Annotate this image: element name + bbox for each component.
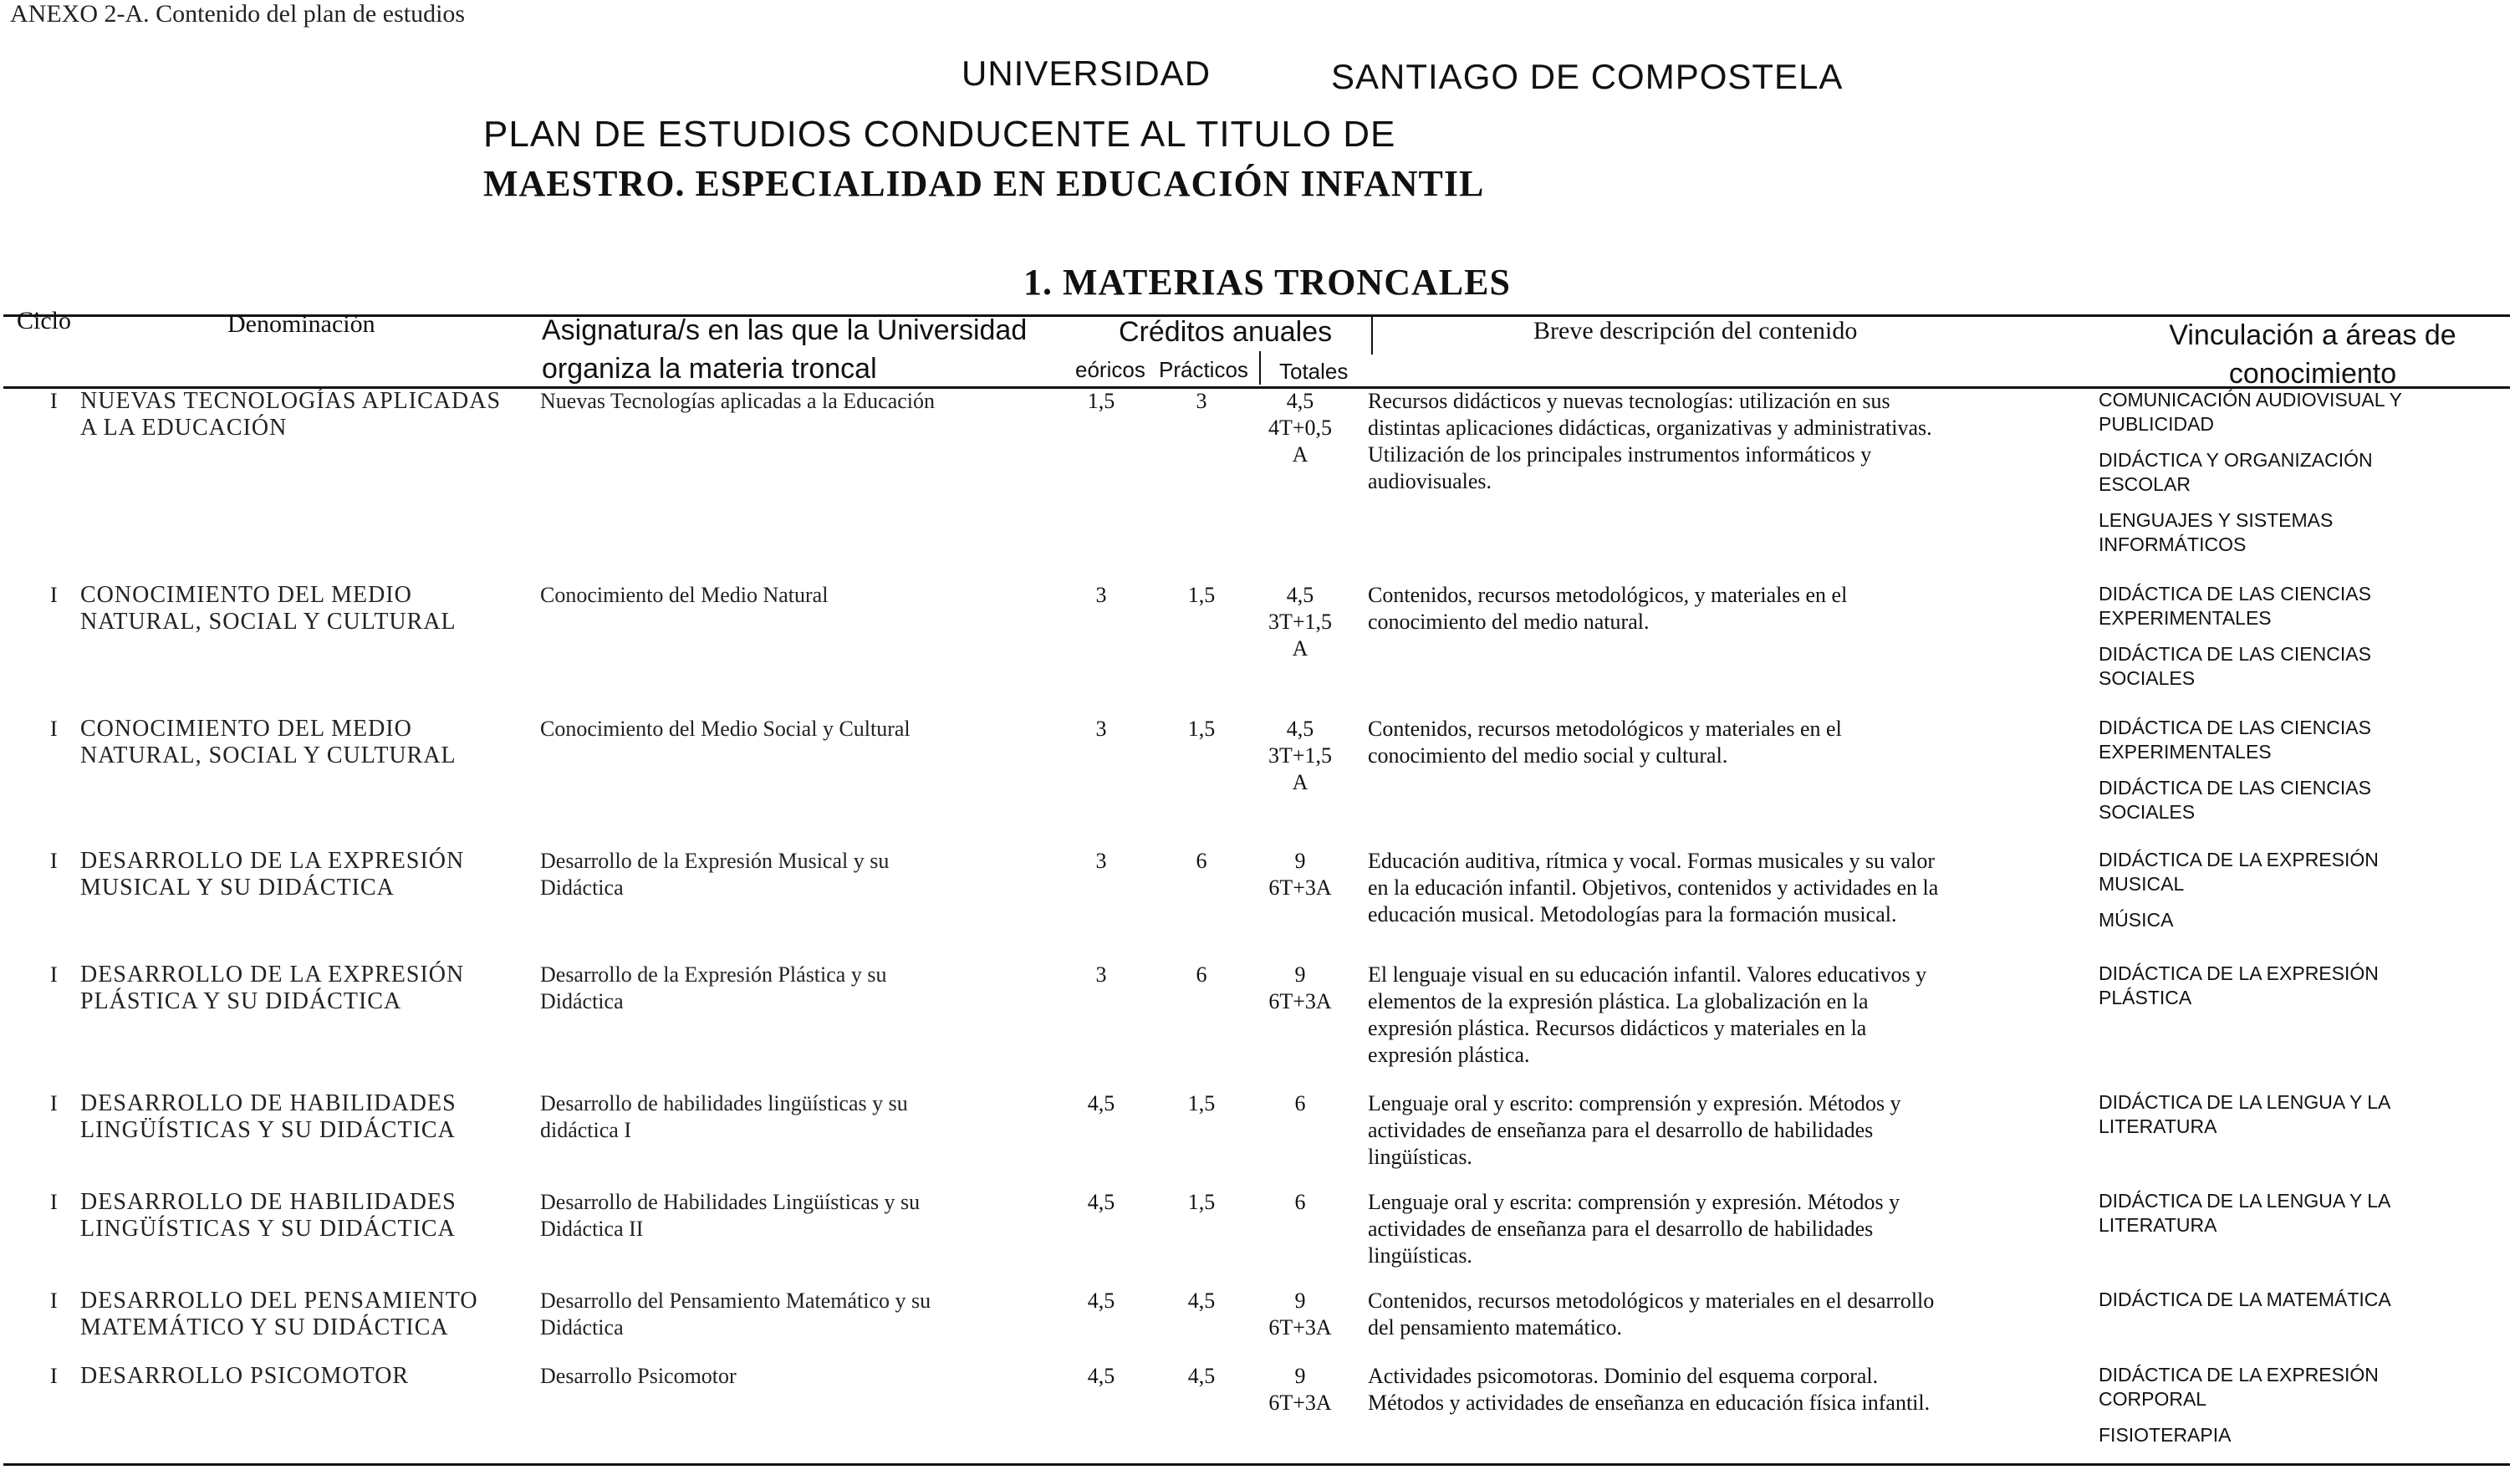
row-creditos-teoricos: 3 xyxy=(1095,849,1107,873)
row-asignatura: Desarrollo Psicomotor xyxy=(540,1364,737,1388)
knowledge-area: DIDÁCTICA DE LA EXPRESIÓN MUSICAL xyxy=(2099,849,2379,895)
row-creditos-teoricos: 3 xyxy=(1095,583,1107,607)
row-denominacion: DESARROLLO DE HABILIDADES LINGÜÍSTICAS Y SU DIDÁCTICA xyxy=(80,1090,457,1143)
knowledge-area: DIDÁCTICA DE LAS CIENCIAS EXPERIMENTALES xyxy=(2099,717,2371,763)
row-creditos-teoricos: 3 xyxy=(1095,962,1107,987)
row-creditos-teoricos: 4,5 xyxy=(1087,1289,1115,1313)
annex-title: ANEXO 2-A. Contenido del plan de estudios xyxy=(10,0,466,28)
knowledge-area: DIDÁCTICA DE LAS CIENCIAS EXPERIMENTALES xyxy=(2099,583,2371,629)
row-creditos-practicos: 1,5 xyxy=(1187,583,1216,607)
row-descripcion: Contenidos, recursos metodológicos y materiales en el desarrollo del pensamiento matemático. xyxy=(1368,1289,1935,1340)
row-creditos-practicos: 1,5 xyxy=(1187,1091,1216,1115)
knowledge-area: DIDÁCTICA DE LAS CIENCIAS SOCIALES xyxy=(2099,777,2371,823)
row-asignatura: Desarrollo de la Expresión Plástica y su Didáctica xyxy=(540,962,887,1013)
row-ciclo: I xyxy=(50,962,58,987)
row-descripcion: Contenidos, recursos metodológicos, y materiales en el conocimiento del medio natural. xyxy=(1368,583,1848,634)
row-ciclo: I xyxy=(50,1190,58,1214)
knowledge-area: DIDÁCTICA DE LA MATEMÁTICA xyxy=(2099,1289,2391,1310)
row-creditos-totales: 9 6T+3A xyxy=(1268,1364,1332,1415)
header-vinculacion: Vinculación a áreas de conocimiento xyxy=(2169,319,2456,390)
row-creditos-totales: 4,5 3T+1,5 A xyxy=(1268,583,1333,661)
row-vinculacion-areas xyxy=(2099,716,2500,836)
knowledge-area: DIDÁCTICA DE LA LENGUA Y LA LITERATURA xyxy=(2099,1190,2391,1236)
row-creditos-practicos: 1,5 xyxy=(1187,717,1216,741)
row-vinculacion-areas xyxy=(2099,582,2500,702)
row-asignatura: Desarrollo de Habilidades Lingüísticas y su Didáctica II xyxy=(540,1190,921,1241)
row-creditos-practicos: 6 xyxy=(1196,849,1207,873)
knowledge-area: DIDÁCTICA DE LA LENGUA Y LA LITERATURA xyxy=(2099,1091,2391,1137)
row-creditos-teoricos: 3 xyxy=(1095,717,1107,741)
table-bottom-rule xyxy=(3,1463,2510,1466)
header-practicos: Prácticos xyxy=(1159,357,1248,382)
row-vinculacion-areas xyxy=(2099,1189,2500,1249)
knowledge-area: COMUNICACIÓN AUDIOVISUAL Y PUBLICIDAD xyxy=(2099,389,2402,435)
row-creditos-practicos: 4,5 xyxy=(1187,1364,1216,1388)
row-vinculacion-areas xyxy=(2099,1288,2500,1324)
row-asignatura: Conocimiento del Medio Natural xyxy=(540,583,829,607)
row-denominacion: DESARROLLO DE LA EXPRESIÓN MUSICAL Y SU DIDÁCTICA xyxy=(80,848,465,901)
row-creditos-teoricos: 4,5 xyxy=(1087,1364,1115,1388)
row-creditos-totales: 6 xyxy=(1294,1190,1306,1214)
header-descripcion: Breve descripción del contenido xyxy=(1533,317,1858,344)
row-descripcion: Recursos didácticos y nuevas tecnologías: utilización en sus distintas aplicaciones didácticas, organizativas y administrativas. Utilización de los principales instrumentos informáticos y audiovisuales. xyxy=(1368,389,1932,493)
row-creditos-totales: 9 6T+3A xyxy=(1268,1289,1332,1340)
row-ciclo: I xyxy=(50,1091,58,1115)
row-descripcion: Lenguaje oral y escrito: comprensión y expresión. Métodos y actividades de enseñanza para el desarrollo de habilidades lingüísticas. xyxy=(1368,1091,1901,1169)
row-descripcion: Actividades psicomotoras. Dominio del esquema corporal. Métodos y actividades de enseñanza en educación física infantil. xyxy=(1368,1364,1931,1415)
knowledge-area: DIDÁCTICA DE LA EXPRESIÓN CORPORAL xyxy=(2099,1364,2379,1410)
header-denominacion: Denominación xyxy=(227,310,375,338)
row-asignatura: Desarrollo de la Expresión Musical y su Didáctica xyxy=(540,849,890,900)
row-denominacion: DESARROLLO DE LA EXPRESIÓN PLÁSTICA Y SU DIDÁCTICA xyxy=(80,962,465,1014)
header-divider xyxy=(1259,351,1261,385)
row-creditos-practicos: 3 xyxy=(1196,389,1207,413)
row-creditos-teoricos: 4,5 xyxy=(1087,1190,1115,1214)
row-denominacion: CONOCIMIENTO DEL MEDIO NATURAL, SOCIAL Y CULTURAL xyxy=(80,716,457,768)
plan-title: PLAN DE ESTUDIOS CONDUCENTE AL TITULO DE xyxy=(483,114,1396,155)
header-ciclo: Ciclo xyxy=(17,307,71,334)
row-creditos-teoricos: 1,5 xyxy=(1087,389,1115,413)
row-ciclo: I xyxy=(50,1364,58,1388)
row-asignatura: Nuevas Tecnologías aplicadas a la Educación xyxy=(540,389,936,413)
row-denominacion: NUEVAS TECNOLOGÍAS APLICADAS A LA EDUCACIÓN xyxy=(80,388,502,441)
row-denominacion: DESARROLLO DE HABILIDADES LINGÜÍSTICAS Y SU DIDÁCTICA xyxy=(80,1189,457,1242)
knowledge-area: DIDÁCTICA DE LA EXPRESIÓN PLÁSTICA xyxy=(2099,962,2379,1008)
header-asignaturas: Asignatura/s en las que la Universidad organiza la materia troncal xyxy=(542,314,1028,385)
header-creditos: Créditos anuales xyxy=(1119,316,1333,348)
university-name: SANTIAGO DE COMPOSTELA xyxy=(1331,57,1844,96)
row-denominacion: DESARROLLO DEL PENSAMIENTO MATEMÁTICO Y SU DIDÁCTICA xyxy=(80,1288,478,1340)
row-creditos-practicos: 4,5 xyxy=(1187,1289,1216,1313)
row-creditos-practicos: 6 xyxy=(1196,962,1207,987)
row-asignatura: Desarrollo de habilidades lingüísticas y su didáctica I xyxy=(540,1091,908,1142)
row-ciclo: I xyxy=(50,1289,58,1313)
row-vinculacion-areas xyxy=(2099,848,2500,944)
knowledge-area: LENGUAJES Y SISTEMAS INFORMÁTICOS xyxy=(2099,509,2334,555)
knowledge-area: FISIOTERAPIA xyxy=(2099,1424,2232,1446)
row-creditos-practicos: 1,5 xyxy=(1187,1190,1216,1214)
knowledge-area: MÚSICA xyxy=(2099,909,2174,931)
row-creditos-totales: 9 6T+3A xyxy=(1268,962,1332,1013)
university-label: UNIVERSIDAD xyxy=(962,54,1212,93)
row-creditos-totales: 9 6T+3A xyxy=(1268,849,1332,900)
row-creditos-totales: 6 xyxy=(1294,1091,1306,1115)
row-asignatura: Conocimiento del Medio Social y Cultural xyxy=(540,717,911,741)
header-divider xyxy=(1371,316,1373,355)
degree-title: MAESTRO. ESPECIALIDAD EN EDUCACIÓN INFANTIL xyxy=(483,163,1485,204)
knowledge-area: DIDÁCTICA Y ORGANIZACIÓN ESCOLAR xyxy=(2099,449,2373,495)
row-descripcion: El lenguaje visual en su educación infantil. Valores educativos y elementos de la expresión plástica. La globalización en la expresión plástica. Recursos didácticos y materiales en la expresión plástica. xyxy=(1368,962,1927,1067)
row-denominacion: CONOCIMIENTO DEL MEDIO NATURAL, SOCIAL Y CULTURAL xyxy=(80,582,457,635)
knowledge-area: DIDÁCTICA DE LAS CIENCIAS SOCIALES xyxy=(2099,643,2371,689)
row-descripcion: Lenguaje oral y escrita: comprensión y expresión. Métodos y actividades de enseñanza para el desarrollo de habilidades lingüísticas. xyxy=(1368,1190,1900,1268)
row-vinculacion-areas xyxy=(2099,388,2500,569)
row-ciclo: I xyxy=(50,583,58,607)
row-vinculacion-areas xyxy=(2099,962,2500,1022)
row-vinculacion-areas xyxy=(2099,1090,2500,1151)
row-creditos-totales: 4,5 4T+0,5 A xyxy=(1268,389,1333,467)
row-creditos-totales: 4,5 3T+1,5 A xyxy=(1268,717,1333,794)
section-title: 1. MATERIAS TRONCALES xyxy=(1023,262,1511,303)
row-creditos-teoricos: 4,5 xyxy=(1087,1091,1115,1115)
row-ciclo: I xyxy=(50,849,58,873)
header-totales: Totales xyxy=(1279,359,1349,384)
row-denominacion: DESARROLLO PSICOMOTOR xyxy=(80,1363,410,1389)
row-ciclo: I xyxy=(50,389,58,413)
row-vinculacion-areas xyxy=(2099,1363,2500,1459)
row-descripcion: Contenidos, recursos metodológicos y materiales en el conocimiento del medio social y cultural. xyxy=(1368,717,1842,768)
row-descripcion: Educación auditiva, rítmica y vocal. Formas musicales y su valor en la educación infantil. Objetivos, contenidos y actividades en la educación musical. Metodologías para la formación musical. xyxy=(1368,849,1939,926)
row-ciclo: I xyxy=(50,717,58,741)
row-asignatura: Desarrollo del Pensamiento Matemático y su Didáctica xyxy=(540,1289,931,1340)
header-teoricos: eóricos xyxy=(1075,357,1145,382)
